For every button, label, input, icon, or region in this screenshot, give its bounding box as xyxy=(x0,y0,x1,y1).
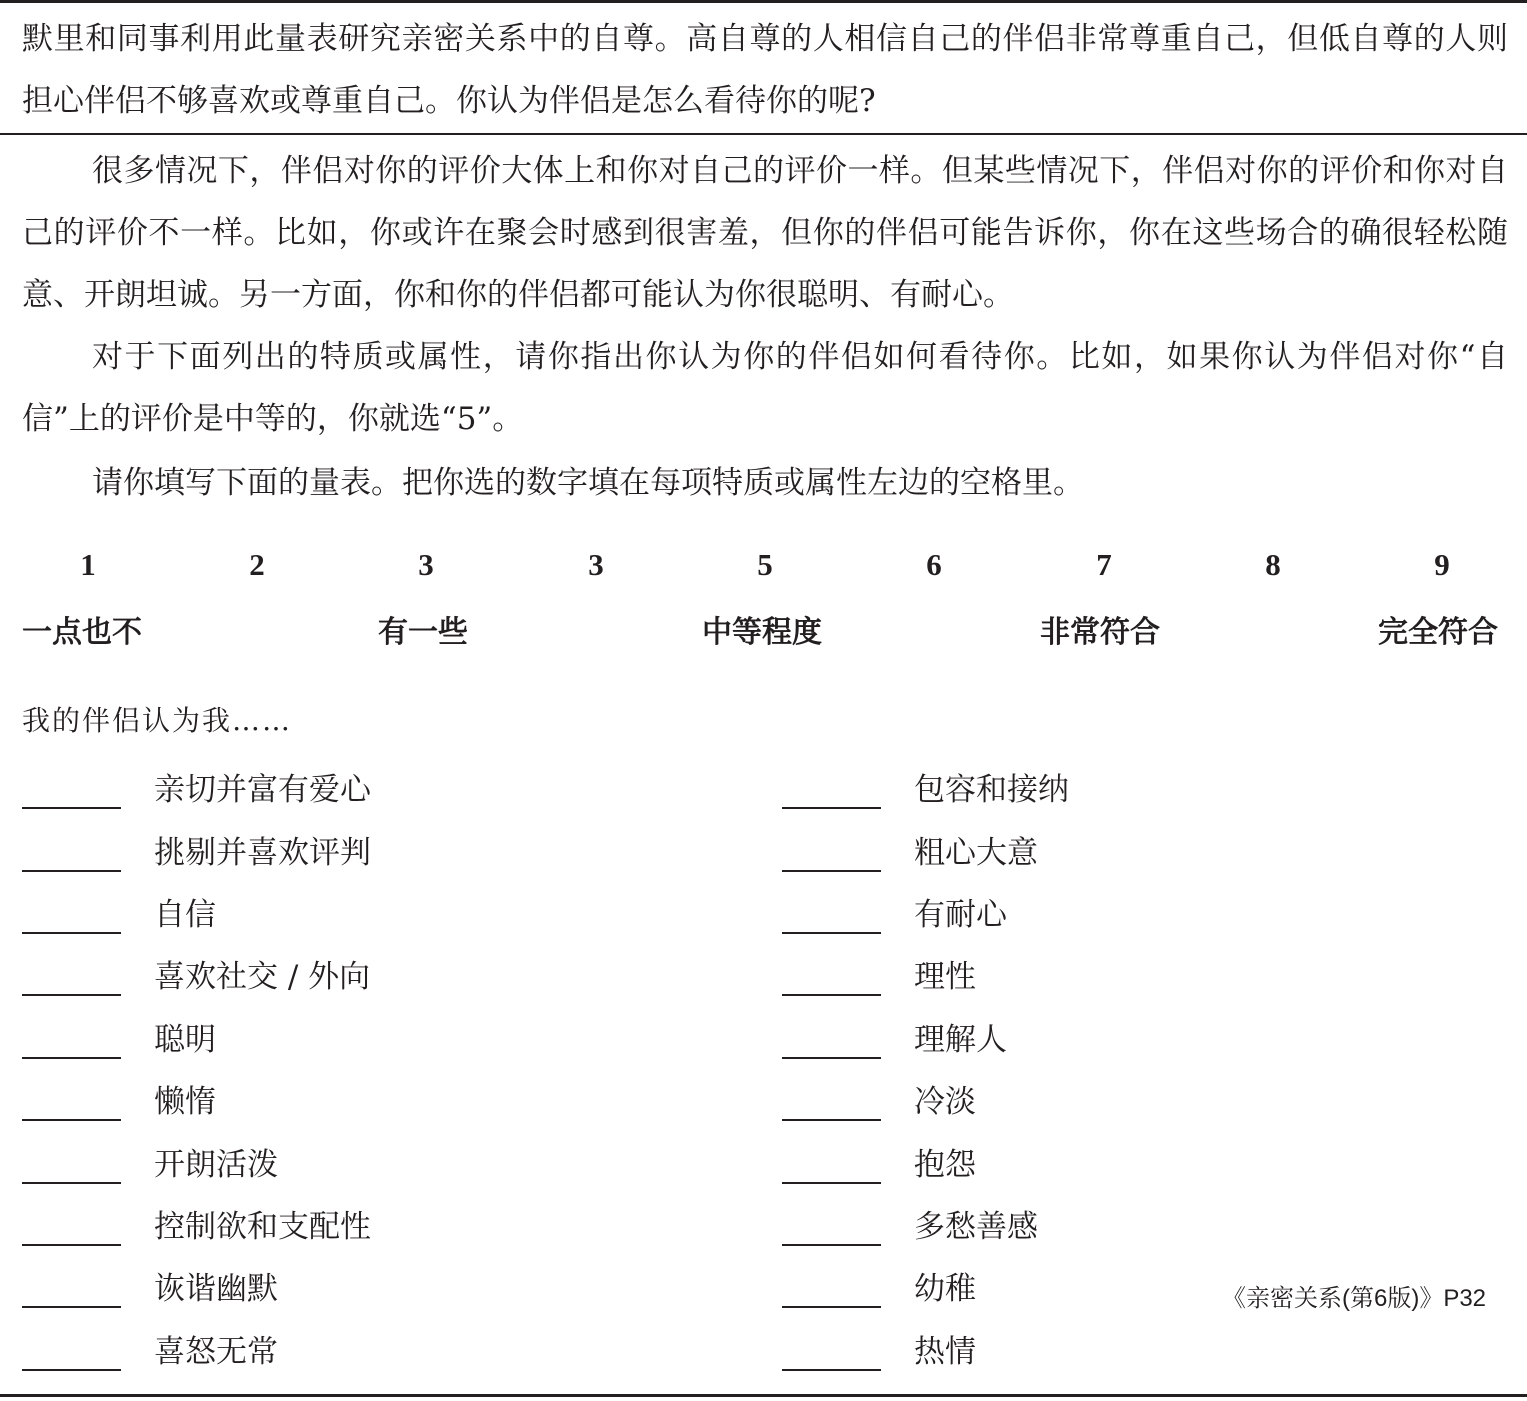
item-label: 理解人 xyxy=(914,1022,1007,1058)
item-row xyxy=(22,1015,722,1065)
item-label: 抱怨 xyxy=(914,1147,976,1183)
item-label: 冷淡 xyxy=(914,1084,976,1120)
answer-blank[interactable] xyxy=(22,870,121,872)
instruction-paragraph-1: 很多情况下，伴侣对你的评价大体上和你对自己的评价一样。但某些情况下，伴侣对你的评价和你对自己的评价不一样。比如，你或许在聚会时感到很害羞，但你的伴侣可能告诉你，你在这些场合的确很轻松随意、开朗坦诚。另一方面，你和你的伴侣都可能认为你很聪明、有耐心。 xyxy=(22,153,1508,313)
item-row xyxy=(22,1077,722,1127)
scale-number: 1 xyxy=(80,547,96,582)
scale-number: 2 xyxy=(249,547,265,582)
item-label: 挑剔并喜欢评判 xyxy=(154,835,371,871)
answer-blank[interactable] xyxy=(782,1057,881,1059)
scale-number: 8 xyxy=(1265,547,1281,582)
item-label: 粗心大意 xyxy=(914,835,1038,871)
item-label: 包容和接纳 xyxy=(914,772,1069,808)
item-label: 开朗活泼 xyxy=(154,1147,278,1183)
item-label: 多愁善感 xyxy=(914,1209,1038,1245)
answer-blank[interactable] xyxy=(782,1182,881,1184)
item-label: 懒惰 xyxy=(154,1084,216,1120)
item-row xyxy=(782,765,1482,815)
item-row xyxy=(22,890,722,940)
item-row xyxy=(22,1264,722,1314)
item-label: 自信 xyxy=(154,897,216,933)
scale-anchor-label: 有一些 xyxy=(378,615,468,650)
scale-number: 6 xyxy=(926,547,942,582)
instruction-paragraph-2: 对于下面列出的特质或属性，请你指出你认为你的伴侣如何看待你。比如，如果你认为伴侣对你“自信”上的评价是中等的，你就选“5”。 xyxy=(22,339,1508,437)
instruction-paragraph-3: 请你填写下面的量表。把你选的数字填在每项特质或属性左边的空格里。 xyxy=(92,465,1084,501)
bottom-rule xyxy=(0,1394,1527,1397)
item-row xyxy=(22,1327,722,1377)
source-citation: 《亲密关系(第6版)》P32 xyxy=(1222,1285,1487,1312)
answer-blank[interactable] xyxy=(22,1369,121,1371)
scale-number: 7 xyxy=(1096,547,1112,582)
item-row xyxy=(22,1202,722,1252)
scale-anchor-label: 中等程度 xyxy=(702,615,822,650)
intro-paragraph: 默里和同事利用此量表研究亲密关系中的自尊。高自尊的人相信自己的伴侣非常尊重自己，但低自尊的人则担心伴侣不够喜欢或尊重自己。你认为伴侣是怎么看待你的呢? xyxy=(22,21,1508,119)
answer-blank[interactable] xyxy=(22,1244,121,1246)
answer-blank[interactable] xyxy=(782,1119,881,1121)
answer-blank[interactable] xyxy=(782,870,881,872)
item-row xyxy=(782,828,1482,878)
item-row xyxy=(782,952,1482,1002)
item-row xyxy=(22,765,722,815)
item-row xyxy=(782,1015,1482,1065)
scale-anchor-label: 完全符合 xyxy=(1378,615,1498,650)
answer-blank[interactable] xyxy=(22,1306,121,1308)
scale-number: 3 xyxy=(588,547,604,582)
answer-blank[interactable] xyxy=(22,1119,121,1121)
item-row xyxy=(782,1202,1482,1252)
item-row xyxy=(782,890,1482,940)
item-row xyxy=(782,1140,1482,1190)
item-row xyxy=(22,828,722,878)
scale-number: 5 xyxy=(757,547,773,582)
scale-number: 3 xyxy=(418,547,434,582)
item-label: 诙谐幽默 xyxy=(154,1271,278,1307)
item-label: 理性 xyxy=(914,959,976,995)
item-label: 热情 xyxy=(914,1334,976,1370)
answer-blank[interactable] xyxy=(22,1182,121,1184)
answer-blank[interactable] xyxy=(22,932,121,934)
intro-divider xyxy=(0,133,1527,135)
item-label: 喜欢社交 / 外向 xyxy=(154,959,371,995)
item-row xyxy=(22,952,722,1002)
answer-blank[interactable] xyxy=(782,1306,881,1308)
item-label: 幼稚 xyxy=(914,1271,976,1307)
item-label: 聪明 xyxy=(154,1022,216,1058)
item-label: 有耐心 xyxy=(914,897,1007,933)
item-prompt: 我的伴侣认为我…… xyxy=(22,704,293,737)
item-row xyxy=(22,1140,722,1190)
answer-blank[interactable] xyxy=(782,807,881,809)
item-label: 控制欲和支配性 xyxy=(154,1209,371,1245)
answer-blank[interactable] xyxy=(22,994,121,996)
item-label: 亲切并富有爱心 xyxy=(154,772,371,808)
scale-anchor-label: 一点也不 xyxy=(22,615,142,650)
scale-anchor-label: 非常符合 xyxy=(1040,615,1160,650)
answer-blank[interactable] xyxy=(782,994,881,996)
scale-number: 9 xyxy=(1434,547,1450,582)
item-row xyxy=(782,1077,1482,1127)
item-label: 喜怒无常 xyxy=(154,1334,278,1370)
top-rule xyxy=(0,0,1527,3)
answer-blank[interactable] xyxy=(22,1057,121,1059)
answer-blank[interactable] xyxy=(22,807,121,809)
answer-blank[interactable] xyxy=(782,932,881,934)
answer-blank[interactable] xyxy=(782,1244,881,1246)
item-row xyxy=(782,1327,1482,1377)
answer-blank[interactable] xyxy=(782,1369,881,1371)
